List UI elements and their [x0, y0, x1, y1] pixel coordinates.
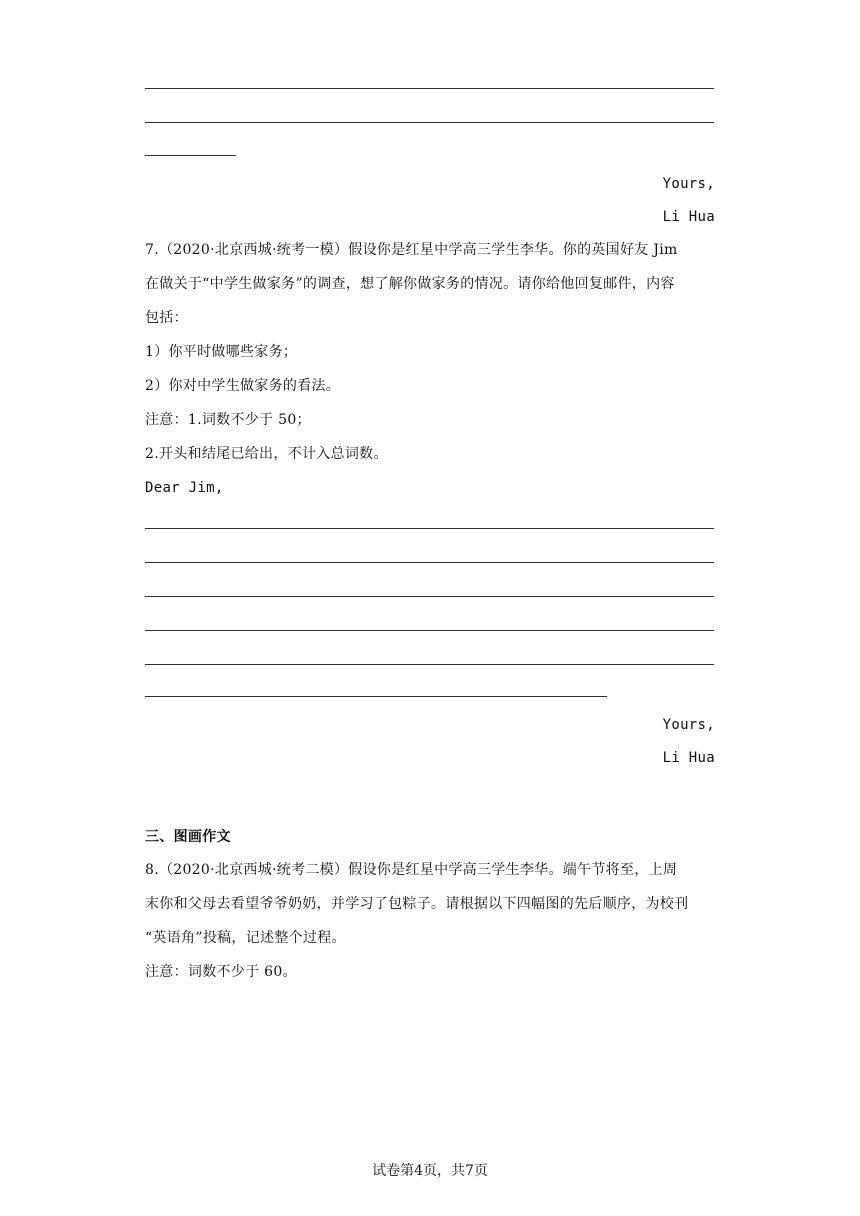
q7-greeting: Dear Jim, [145, 480, 224, 496]
answer-line [145, 528, 714, 529]
page-footer: 试卷第4页，共7页 [372, 1163, 488, 1179]
section-heading: 三、图画作文 [145, 829, 231, 845]
answer-line [145, 122, 714, 123]
q8-note: 注意：词数不少于 60。 [145, 964, 297, 980]
q6-signature: Li Hua [662, 209, 715, 225]
answer-line [145, 88, 714, 89]
answer-line [145, 596, 714, 597]
q8-prompt-line2: 末你和父母去看望爷爷奶奶，并学习了包粽子。请根据以下四幅图的先后顺序，为校刊 [145, 896, 689, 912]
answer-line [145, 664, 714, 665]
q8-prompt-line3: “英语角”投稿，记述整个过程。 [145, 930, 346, 946]
q8-prompt-line1: 8.（2020·北京西城·统考二模）假设你是红星中学高三学生李华。端午节将至，上周 [145, 862, 678, 878]
q7-prompt-line3: 包括： [145, 310, 188, 326]
answer-line [145, 562, 714, 563]
answer-line-short [145, 696, 607, 697]
q7-note-1: 注意：1.词数不少于 50； [145, 412, 311, 428]
q7-point-2: 2）你对中学生做家务的看法。 [145, 378, 341, 394]
q7-signature: Li Hua [662, 750, 715, 766]
answer-line [145, 630, 714, 631]
q7-prompt-line1: 7.（2020·北京西城·统考一模）假设你是红星中学高三学生李华。你的英国好友 Jim [145, 242, 678, 258]
q7-note-2: 2.开头和结尾已给出，不计入总词数。 [145, 446, 388, 462]
q7-prompt-line2: 在做关于“中学生做家务”的调查，想了解你做家务的情况。请你给他回复邮件，内容 [145, 276, 675, 292]
q7-closing: Yours, [662, 717, 715, 733]
q6-closing: Yours, [662, 176, 715, 192]
answer-line-short [145, 155, 236, 156]
q7-point-1: 1）你平时做哪些家务； [145, 344, 298, 360]
